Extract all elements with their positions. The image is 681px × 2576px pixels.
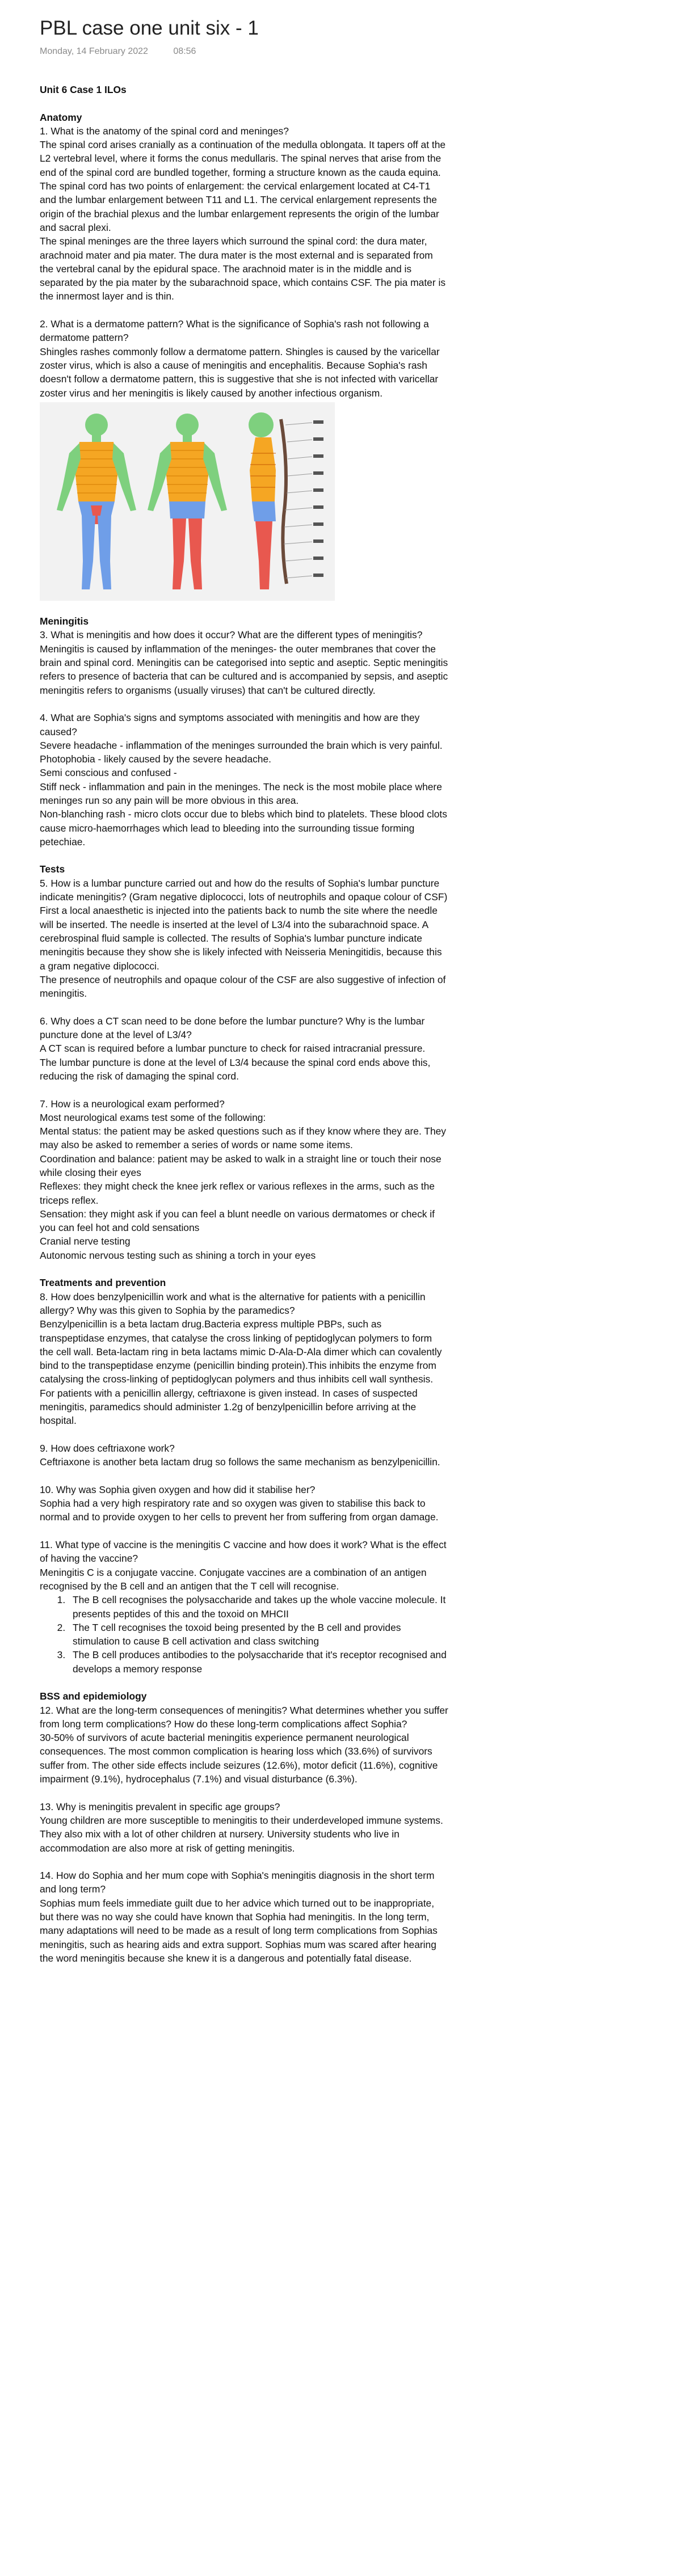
symptom-item: Non-blanching rash - micro clots occur due to blebs which bind to platelets. These blood clots cause micro-haemorrhages which lead to bleeding into the surrounding tissue forming petechiae.: [40, 808, 447, 848]
question: 11. What type of vaccine is the meningitis C vaccine and how does it work? What is the effect of having the vaccine?: [40, 1539, 447, 1565]
question: 8. How does benzylpenicillin work and what is the alternative for patients with a penicillin allergy? Why was this given to Sophia by the paramedics?: [40, 1291, 426, 1316]
question: 4. What are Sophia's signs and symptoms associated with meningitis and how are they caused?: [40, 712, 420, 737]
answer: Meningitis is caused by inflammation of the meninges- the outer membranes that cover the brain and spinal cord. Meningitis can be categorised into septic and aseptic. Septic meningitis refers to presence of bacteria that can be cultured and is accompanied by sepsis, and aseptic meningitis refers to organisms (usually viruses) that can't be cultured directly.: [40, 643, 448, 696]
section-heading-tests: Tests: [40, 863, 65, 875]
question: 1. What is the anatomy of the spinal cord and meninges?: [40, 125, 289, 137]
question: 12. What are the long-term consequences of meningitis? What determines whether you suffer from long term complications? How do these long-term complications affect Sophia?: [40, 1704, 448, 1730]
dermatome-illustration: [40, 402, 335, 601]
list-item: 3. The B cell produces antibodies to the polysaccharide that it's receptor recognised and develops a memory response: [68, 1648, 448, 1676]
doc-title: Unit 6 Case 1 ILOs: [40, 84, 127, 95]
answer: Sophias mum feels immediate guilt due to her advice which turned out to be inappropriate, but there was no way she could have known that Sophia had meningitis. In the long term, many adaptations will need to be made as a result of long term complications from Sophias meningitis, such as hearing aids and extra support. Sophias mum was scared after hearing the word meningitis because she knew it is a dangerous and potentially fatal disease.: [40, 1897, 438, 1964]
question: 9. How does ceftriaxone work?: [40, 1442, 175, 1454]
note-page: [40, 15, 448, 1965]
question: 6. Why does a CT scan need to be done before the lumbar puncture? Why is the lumbar puncture done at the level of L3/4?: [40, 1015, 425, 1041]
question: 10. Why was Sophia given oxygen and how did it stabilise her?: [40, 1483, 316, 1495]
answer: The spinal meninges are the three layers which surround the spinal cord: the dura mater, arachnoid mater and pia mater. The dura mater is the most external and is separated from the vertebral canal by the epidural space. The arachnoid mater is in the middle and is separated by the pia mater by the subarachnoid space, which contains CSF. The pia mater is the innermost layer and is thin.: [40, 235, 446, 302]
answer: Shingles rashes commonly follow a dermatome pattern. Shingles is caused by the varicellar zoster virus, which is also a cause of meningitis and encephalitis. Because Sophia's rash doesn't follow a dermatome pattern, this is suggestive that she is not infected with varicellar zoster virus and her meningitis is likely caused by another infectious organism.: [40, 345, 440, 399]
question: 7. How is a neurological exam performed?: [40, 1098, 225, 1110]
exam-item: Cranial nerve testing: [40, 1236, 131, 1247]
answer: Benzylpenicillin is a beta lactam drug.Bacteria express multiple PBPs, such as transpeptidase enzymes, that catalyse the cross linking of peptidoglycan polymers to form the cell wall. Beta-lactam ring in beta lactams mimic D-Ala-D-Ala dimer which can covalently bind to the transpeptidase enzyme (penicillin binding protein).This inhibits the enzyme from catalysing the cross-linking of peptidoglycan polymers and thus inhibits cell wall synthesis. For patients with a penicillin allergy, ceftriaxone is given instead. In cases of suspected meningitis, paramedics should administer 1.2g of benzylpenicillin before arriving at the hospital.: [40, 1318, 442, 1427]
exam-item: Coordination and balance: patient may be asked to walk in a straight line or touch their nose while closing their eyes: [40, 1153, 442, 1178]
section-heading-meningitis: Meningitis: [40, 615, 89, 627]
answer: Young children are more susceptible to meningitis to their underdeveloped immune systems. They also mix with a lot of other children at nursery. University students who live in accommodation are also more at risk of getting meningitis.: [40, 1814, 443, 1854]
answer: Most neurological exams test some of the following:: [40, 1111, 266, 1123]
exam-item: Mental status: the patient may be asked questions such as if they know where they are. They may also be asked to remember a series of words or name some items.: [40, 1125, 446, 1151]
question: 5. How is a lumbar puncture carried out and how do the results of Sophia's lumbar puncture indicate meningitis? (Gram negative diplococci, lots of neutrophils and opaque colour of CSF): [40, 877, 448, 903]
page-time: 08:56: [173, 47, 196, 56]
symptom-item: Stiff neck - inflammation and pain in the meninges. The neck is the most mobile place where meninges run so any pain will be more obvious in this area.: [40, 781, 442, 806]
symptom-item: Photophobia - likely caused by the severe headache.: [40, 753, 271, 765]
dermatome-diagram: [40, 402, 335, 601]
answer: First a local anaesthetic is injected into the patients back to numb the site where the needle will be inserted. The needle is inserted at the level of L3/4 into the subarachnoid space. A cerebrospinal fluid sample is collected. The results of Sophia's lumbar puncture indicate meningitis because they show she is likely infected with Neisseria Meningitidis, because this a gram negative diplococci.: [40, 905, 442, 972]
answer: Meningitis C is a conjugate vaccine. Conjugate vaccines are a combination of an antigen recognised by the B cell and an antigen that the T cell will recognise.: [40, 1566, 427, 1592]
answer: 30-50% of survivors of acute bacterial meningitis experience permanent neurological consequences. The most common complication is hearing loss which (33.6%) of survivors suffer from. The other side effects include seizures (12.6%), motor deficit (11.6%), cognitive impairment (9.1%), hydrocephalus (7.1%) and visual disturbance (6.3%).: [40, 1732, 438, 1785]
answer: The presence of neutrophils and opaque colour of the CSF are also suggestive of infection of meningitis.: [40, 973, 446, 1000]
exam-item: Sensation: they might ask if you can feel a blunt needle on various dermatomes or check if you can feel hot and cold sensations: [40, 1208, 435, 1234]
section-heading-anatomy: Anatomy: [40, 111, 82, 123]
section-heading-bss: BSS and epidemiology: [40, 1690, 147, 1702]
answer: The lumbar puncture is done at the level of L3/4 because the spinal cord ends above this, reducing the risk of damaging the spinal cord.: [40, 1056, 431, 1082]
symptom-item: Semi conscious and confused -: [40, 767, 177, 779]
answer: Ceftriaxone is another beta lactam drug so follows the same mechanism as benzylpenicillin.: [40, 1456, 440, 1468]
question: 13. Why is meningitis prevalent in specific age groups?: [40, 1801, 280, 1812]
answer: The spinal cord arises cranially as a continuation of the medulla oblongata. It tapers off at the L2 vertebral level, where it forms the conus medullaris. The spinal nerves that arise from the end of the spinal cord are bundled together, forming a structure known as the cauda equina. The spinal cord has two points of enlargement: the cervical enlargement located at C4-T1 and the lumbar enlargement between T11 and L1. The cervical enlargement represents the origin of the brachial plexus and the lumbar enlargement represents the origin of the lumbar and sacral plexi.: [40, 139, 446, 233]
answer: Sophia had a very high respiratory rate and so oxygen was given to stabilise this back to normal and to provide oxygen to her cells to prevent her from suffering from organ damage.: [40, 1498, 439, 1523]
exam-item: Autonomic nervous testing such as shining a torch in your eyes: [40, 1249, 316, 1261]
list-item: 2. The T cell recognises the toxoid being presented by the B cell and provides stimulation to cause B cell activation and class switching: [68, 1621, 448, 1649]
question: 3. What is meningitis and how does it occur? What are the different types of meningitis?: [40, 629, 423, 641]
page-meta: [40, 47, 448, 60]
vaccine-steps-list: [40, 1593, 448, 1676]
page-title[interactable]: PBL case one unit six - 1: [40, 17, 259, 39]
note-body[interactable]: [40, 83, 448, 1965]
page-date: Monday, 14 February 2022: [40, 47, 148, 56]
question: 14. How do Sophia and her mum cope with Sophia's meningitis diagnosis in the short term and long term?: [40, 1870, 435, 1895]
exam-item: Reflexes: they might check the knee jerk reflex or various reflexes in the arms, such as the triceps reflex.: [40, 1181, 435, 1206]
section-heading-treatment: Treatments and prevention: [40, 1277, 166, 1289]
question: 2. What is a dermatome pattern? What is the significance of Sophia's rash not following a dermatome pattern?: [40, 318, 429, 344]
list-item: 1. The B cell recognises the polysaccharide and takes up the whole vaccine molecule. It presents peptides of this and the toxoid on MHCII: [68, 1593, 448, 1621]
answer: A CT scan is required before a lumbar puncture to check for raised intracranial pressure.: [40, 1043, 426, 1055]
symptom-item: Severe headache - inflammation of the meninges surrounded the brain which is very painful.: [40, 739, 443, 751]
